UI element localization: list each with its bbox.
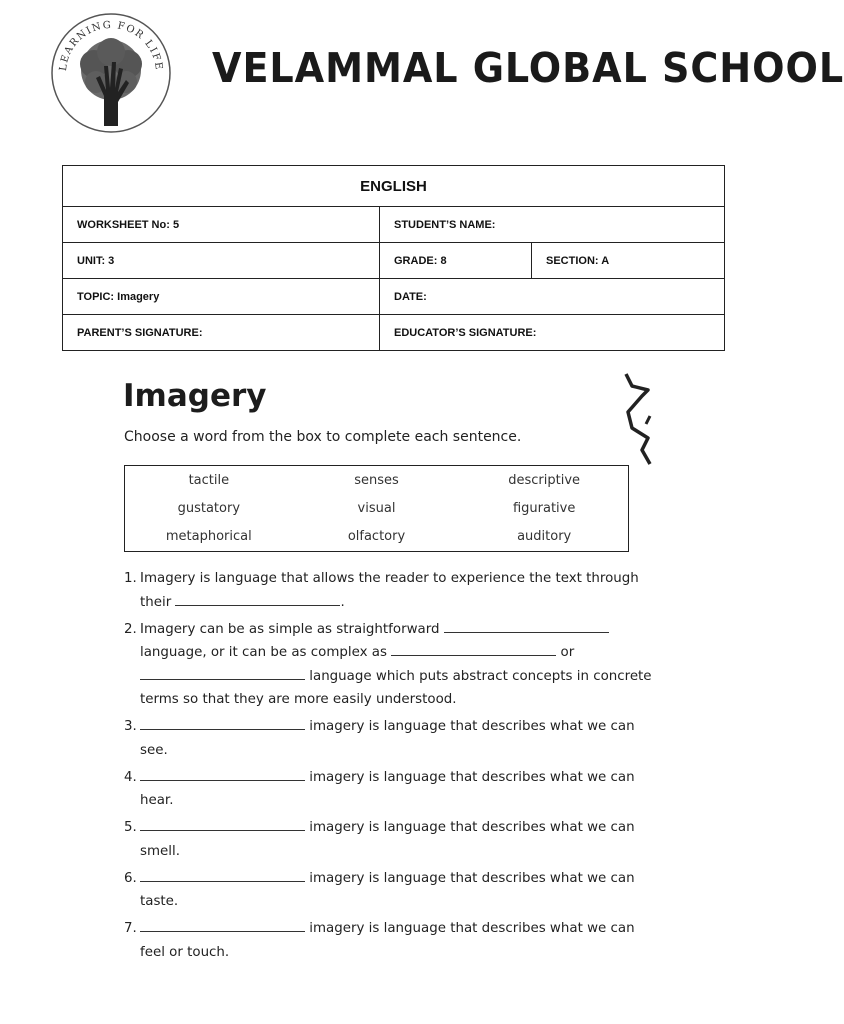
question-number: 7.	[124, 921, 137, 936]
answer-blank[interactable]	[140, 816, 305, 831]
decorative-border-shape	[620, 372, 660, 468]
question-number: 2.	[124, 621, 137, 637]
word-bank-box	[124, 465, 629, 552]
question-text: Imagery is language that allows the reader to experience the text through their	[140, 571, 639, 610]
answer-blank[interactable]	[444, 618, 609, 633]
word-bank-item: tactile	[188, 472, 230, 488]
worksheet-title: Imagery	[123, 378, 267, 414]
question-text: imagery is language that describes what we can feel or touch.	[140, 921, 635, 960]
question-text: Imagery can be as simple as straightforward	[140, 621, 440, 637]
question-text: or	[560, 645, 575, 660]
subject-title: ENGLISH	[63, 166, 725, 207]
question-text: language, or it can be as complex as	[140, 645, 387, 660]
question-3	[124, 715, 654, 762]
worksheet-info-table	[62, 165, 725, 351]
question-2	[124, 618, 654, 712]
question-6	[124, 867, 654, 914]
grade-field: GRADE: 8	[380, 243, 532, 279]
question-7	[124, 917, 654, 964]
question-4	[124, 766, 654, 813]
word-bank-item: figurative	[512, 500, 576, 516]
answer-blank[interactable]	[140, 917, 305, 932]
word-bank-item: visual	[357, 500, 396, 516]
answer-blank[interactable]	[140, 665, 305, 680]
question-number: 4.	[124, 769, 137, 785]
question-text: language which puts abstract concepts in concrete terms so that they are more easily understood.	[140, 668, 652, 707]
question-5	[124, 816, 654, 863]
word-bank-item: olfactory	[347, 529, 406, 545]
topic-field: TOPIC: Imagery	[63, 279, 380, 315]
question-number: 1.	[124, 571, 137, 586]
word-bank-item: gustatory	[177, 500, 241, 516]
question-list	[124, 567, 654, 968]
school-name: VELAMMAL GLOBAL SCHOOL	[212, 44, 844, 92]
question-number: 3.	[124, 719, 137, 734]
answer-blank[interactable]	[140, 766, 305, 781]
date-field: DATE:	[380, 279, 725, 315]
answer-blank[interactable]	[175, 591, 340, 606]
question-number: 6.	[124, 870, 137, 886]
logo-text: LEARNING FOR LIFE	[57, 19, 165, 72]
answer-blank[interactable]	[140, 715, 305, 730]
word-bank-item: descriptive	[508, 472, 581, 488]
question-number: 5.	[124, 820, 137, 835]
school-logo	[44, 6, 178, 140]
unit-field: UNIT: 3	[63, 243, 380, 279]
question-text: .	[340, 594, 345, 610]
answer-blank[interactable]	[140, 867, 305, 882]
worksheet-instruction: Choose a word from the box to complete each sentence.	[124, 429, 522, 445]
question-text: imagery is language that describes what we can smell.	[140, 820, 635, 859]
worksheet-number: WORKSHEET No: 5	[63, 207, 380, 243]
answer-blank[interactable]	[391, 641, 556, 656]
question-1	[124, 567, 654, 614]
question-text: imagery is language that describes what we can taste.	[140, 870, 635, 909]
word-bank-item: senses	[354, 472, 399, 488]
student-name-field: STUDENT’S NAME:	[380, 207, 725, 243]
section-field: SECTION: A	[532, 243, 725, 279]
question-text: imagery is language that describes what we can see.	[140, 719, 635, 758]
question-text: imagery is language that describes what we can hear.	[140, 769, 635, 808]
word-bank-item: auditory	[517, 529, 572, 545]
word-bank-item: metaphorical	[165, 529, 252, 545]
parent-signature-field: PARENT’S SIGNATURE:	[63, 315, 380, 351]
educator-signature-field: EDUCATOR’S SIGNATURE:	[380, 315, 725, 351]
